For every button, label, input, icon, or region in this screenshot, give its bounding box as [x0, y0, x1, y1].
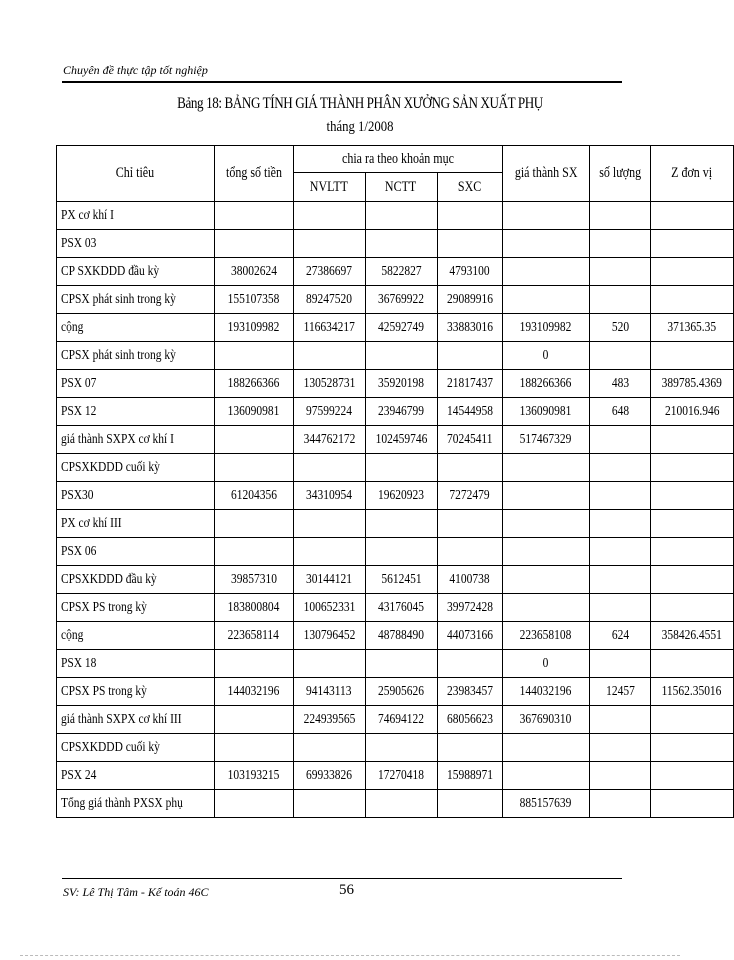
table-row [57, 258, 734, 286]
value-cell [293, 650, 365, 678]
value-cell [651, 510, 734, 538]
value-cell: 61204356 [214, 482, 293, 510]
value-cell: 21817437 [437, 370, 502, 398]
table-row [57, 510, 734, 538]
header-tong-so-tien: tổng số tiền [214, 146, 293, 202]
value-cell [293, 538, 365, 566]
value-cell: 44073166 [437, 622, 502, 650]
value-cell: 358426.4551 [651, 622, 734, 650]
value-cell [651, 734, 734, 762]
value-cell: 97599224 [293, 398, 365, 426]
value-cell: 183800804 [214, 594, 293, 622]
header-sxc: SXC [437, 173, 502, 202]
value-cell: 5612451 [365, 566, 437, 594]
value-cell: 144032196 [214, 678, 293, 706]
row-label-cell: giá thành SXPX cơ khí I [57, 426, 215, 454]
value-cell: 102459746 [365, 426, 437, 454]
row-label-cell: CPSX phát sinh trong kỳ [57, 342, 215, 370]
value-cell: 25905626 [365, 678, 437, 706]
header-chi-tieu: Chỉ tiêu [57, 146, 215, 202]
value-cell [437, 342, 502, 370]
value-cell [589, 258, 650, 286]
value-cell [214, 790, 293, 818]
value-cell [502, 230, 589, 258]
value-cell: 38002624 [214, 258, 293, 286]
value-cell: 100652331 [293, 594, 365, 622]
value-cell: 68056623 [437, 706, 502, 734]
table-row [57, 454, 734, 482]
value-cell: 188266366 [502, 370, 589, 398]
value-cell [651, 482, 734, 510]
value-cell: 23946799 [365, 398, 437, 426]
value-cell: 210016.946 [651, 398, 734, 426]
row-label-cell: CPSX PS trong kỳ [57, 678, 215, 706]
value-cell: 193109982 [502, 314, 589, 342]
value-cell: 193109982 [214, 314, 293, 342]
value-cell: 94143113 [293, 678, 365, 706]
value-cell [502, 510, 589, 538]
table-row [57, 594, 734, 622]
value-cell [589, 538, 650, 566]
table-row [57, 398, 734, 426]
value-cell: 39972428 [437, 594, 502, 622]
value-cell [589, 230, 650, 258]
row-label-cell: CPSXKDDD cuối kỳ [57, 454, 215, 482]
table-row [57, 342, 734, 370]
value-cell [651, 202, 734, 230]
row-label-cell: PSX30 [57, 482, 215, 510]
row-label-cell: CPSX PS trong kỳ [57, 594, 215, 622]
value-cell [293, 202, 365, 230]
value-cell [437, 202, 502, 230]
value-cell: 517467329 [502, 426, 589, 454]
value-cell: 520 [589, 314, 650, 342]
row-label-cell: CPSX phát sinh trong kỳ [57, 286, 215, 314]
value-cell: 30144121 [293, 566, 365, 594]
row-label-cell: PSX 06 [57, 538, 215, 566]
value-cell: 483 [589, 370, 650, 398]
value-cell: 136090981 [214, 398, 293, 426]
value-cell: 367690310 [502, 706, 589, 734]
value-cell [651, 790, 734, 818]
table-row [57, 482, 734, 510]
value-cell: 70245411 [437, 426, 502, 454]
table-row [57, 762, 734, 790]
value-cell [502, 734, 589, 762]
value-cell: 23983457 [437, 678, 502, 706]
table-row [57, 426, 734, 454]
table-row [57, 230, 734, 258]
header-nvltt: NVLTT [293, 173, 365, 202]
value-cell: 5822827 [365, 258, 437, 286]
value-cell: 34310954 [293, 482, 365, 510]
value-cell: 17270418 [365, 762, 437, 790]
row-label-cell: Tổng giá thành PXSX phụ [57, 790, 215, 818]
value-cell [651, 258, 734, 286]
value-cell: 0 [502, 342, 589, 370]
value-cell: 29089916 [437, 286, 502, 314]
value-cell [365, 790, 437, 818]
value-cell [293, 342, 365, 370]
value-cell [214, 538, 293, 566]
header-gia-thanh-sx: giá thành SX [502, 146, 589, 202]
value-cell [502, 454, 589, 482]
row-label-cell: giá thành SXPX cơ khí III [57, 706, 215, 734]
value-cell: 224939565 [293, 706, 365, 734]
table-subtitle: tháng 1/2008 [326, 119, 394, 135]
row-label-cell: cộng [57, 622, 215, 650]
value-cell: 15988971 [437, 762, 502, 790]
row-label-cell: PSX 24 [57, 762, 215, 790]
value-cell: 11562.35016 [651, 678, 734, 706]
value-cell [214, 454, 293, 482]
table-row [57, 370, 734, 398]
table-row [57, 790, 734, 818]
value-cell: 12457 [589, 678, 650, 706]
value-cell: 43176045 [365, 594, 437, 622]
row-label-cell: cộng [57, 314, 215, 342]
row-label-cell: PSX 18 [57, 650, 215, 678]
value-cell: 130528731 [293, 370, 365, 398]
value-cell: 116634217 [293, 314, 365, 342]
row-label-cell: PSX 12 [57, 398, 215, 426]
table-title: Bảng 18: BẢNG TÍNH GIÁ THÀNH PHÂN XƯỞNG SẢN XUẤT PHỤ [177, 95, 543, 112]
value-cell [589, 454, 650, 482]
value-cell [651, 762, 734, 790]
value-cell: 885157639 [502, 790, 589, 818]
table-row [57, 650, 734, 678]
value-cell [437, 650, 502, 678]
value-cell [651, 286, 734, 314]
row-label-cell: CP SXKDDD đầu kỳ [57, 258, 215, 286]
value-cell: 223658114 [214, 622, 293, 650]
page-header: Chuyên đề thực tập tốt nghiệp [63, 63, 208, 77]
value-cell: 103193215 [214, 762, 293, 790]
value-cell [502, 482, 589, 510]
value-cell: 389785.4369 [651, 370, 734, 398]
page-bottom-border [20, 955, 680, 956]
value-cell: 39857310 [214, 566, 293, 594]
value-cell [365, 650, 437, 678]
value-cell: 48788490 [365, 622, 437, 650]
row-label-cell: CPSXKDDD cuối kỳ [57, 734, 215, 762]
value-cell: 35920198 [365, 370, 437, 398]
value-cell [502, 258, 589, 286]
value-cell [365, 734, 437, 762]
value-cell [214, 706, 293, 734]
table-row [57, 622, 734, 650]
value-cell: 155107358 [214, 286, 293, 314]
header-chia-ra: chia ra theo khoản mục [293, 146, 502, 173]
value-cell: 27386697 [293, 258, 365, 286]
value-cell: 7272479 [437, 482, 502, 510]
value-cell [293, 510, 365, 538]
table-row [57, 566, 734, 594]
value-cell [589, 762, 650, 790]
table-row [57, 538, 734, 566]
value-cell [365, 230, 437, 258]
value-cell [589, 426, 650, 454]
value-cell [651, 594, 734, 622]
value-cell [502, 202, 589, 230]
value-cell [293, 230, 365, 258]
cost-table [56, 145, 734, 818]
row-label-cell: CPSXKDDD đầu kỳ [57, 566, 215, 594]
value-cell [502, 538, 589, 566]
value-cell [214, 650, 293, 678]
value-cell [365, 538, 437, 566]
value-cell: 144032196 [502, 678, 589, 706]
value-cell: 42592749 [365, 314, 437, 342]
row-label-cell: PX cơ khí III [57, 510, 215, 538]
value-cell [651, 230, 734, 258]
row-label-cell: PX cơ khí I [57, 202, 215, 230]
value-cell [365, 510, 437, 538]
value-cell: 14544958 [437, 398, 502, 426]
value-cell [293, 790, 365, 818]
value-cell: 371365.35 [651, 314, 734, 342]
value-cell [214, 202, 293, 230]
value-cell [589, 510, 650, 538]
value-cell: 89247520 [293, 286, 365, 314]
header-divider [62, 81, 622, 83]
page-number: 56 [339, 882, 354, 898]
value-cell [589, 790, 650, 818]
value-cell [293, 454, 365, 482]
value-cell [651, 538, 734, 566]
value-cell: 74694122 [365, 706, 437, 734]
value-cell: 19620923 [365, 482, 437, 510]
value-cell [437, 790, 502, 818]
value-cell [502, 762, 589, 790]
value-cell [293, 734, 365, 762]
table-row [57, 706, 734, 734]
value-cell [589, 706, 650, 734]
value-cell [589, 286, 650, 314]
table-row [57, 286, 734, 314]
table-row [57, 678, 734, 706]
header-z-don-vi: Z đơn vị [651, 146, 734, 202]
value-cell [589, 650, 650, 678]
table-body [57, 202, 734, 818]
value-cell: 36769922 [365, 286, 437, 314]
value-cell: 33883016 [437, 314, 502, 342]
value-cell [589, 594, 650, 622]
value-cell [214, 426, 293, 454]
value-cell [214, 734, 293, 762]
value-cell [651, 342, 734, 370]
value-cell [502, 286, 589, 314]
value-cell [651, 650, 734, 678]
value-cell: 0 [502, 650, 589, 678]
value-cell [589, 566, 650, 594]
row-label-cell: PSX 03 [57, 230, 215, 258]
value-cell [437, 510, 502, 538]
value-cell [437, 734, 502, 762]
value-cell [214, 510, 293, 538]
value-cell [365, 454, 437, 482]
value-cell: 69933826 [293, 762, 365, 790]
value-cell: 648 [589, 398, 650, 426]
value-cell [589, 734, 650, 762]
value-cell: 344762172 [293, 426, 365, 454]
value-cell: 136090981 [502, 398, 589, 426]
value-cell [214, 342, 293, 370]
row-label-cell: PSX 07 [57, 370, 215, 398]
value-cell [651, 566, 734, 594]
footer-divider [62, 878, 622, 879]
value-cell [365, 342, 437, 370]
footer-author: SV: Lê Thị Tâm - Kế toán 46C [63, 885, 209, 899]
value-cell [214, 230, 293, 258]
value-cell [502, 594, 589, 622]
table-row [57, 734, 734, 762]
value-cell: 4793100 [437, 258, 502, 286]
value-cell: 130796452 [293, 622, 365, 650]
value-cell [589, 342, 650, 370]
value-cell [502, 566, 589, 594]
value-cell [365, 202, 437, 230]
value-cell: 223658108 [502, 622, 589, 650]
value-cell: 624 [589, 622, 650, 650]
value-cell: 188266366 [214, 370, 293, 398]
table-row [57, 202, 734, 230]
value-cell [437, 454, 502, 482]
value-cell [589, 202, 650, 230]
value-cell: 4100738 [437, 566, 502, 594]
value-cell [651, 426, 734, 454]
table-row [57, 314, 734, 342]
value-cell [651, 454, 734, 482]
header-so-luong: số lượng [589, 146, 650, 202]
value-cell [651, 706, 734, 734]
value-cell [437, 538, 502, 566]
header-nctt: NCTT [365, 173, 437, 202]
value-cell [589, 482, 650, 510]
value-cell [437, 230, 502, 258]
